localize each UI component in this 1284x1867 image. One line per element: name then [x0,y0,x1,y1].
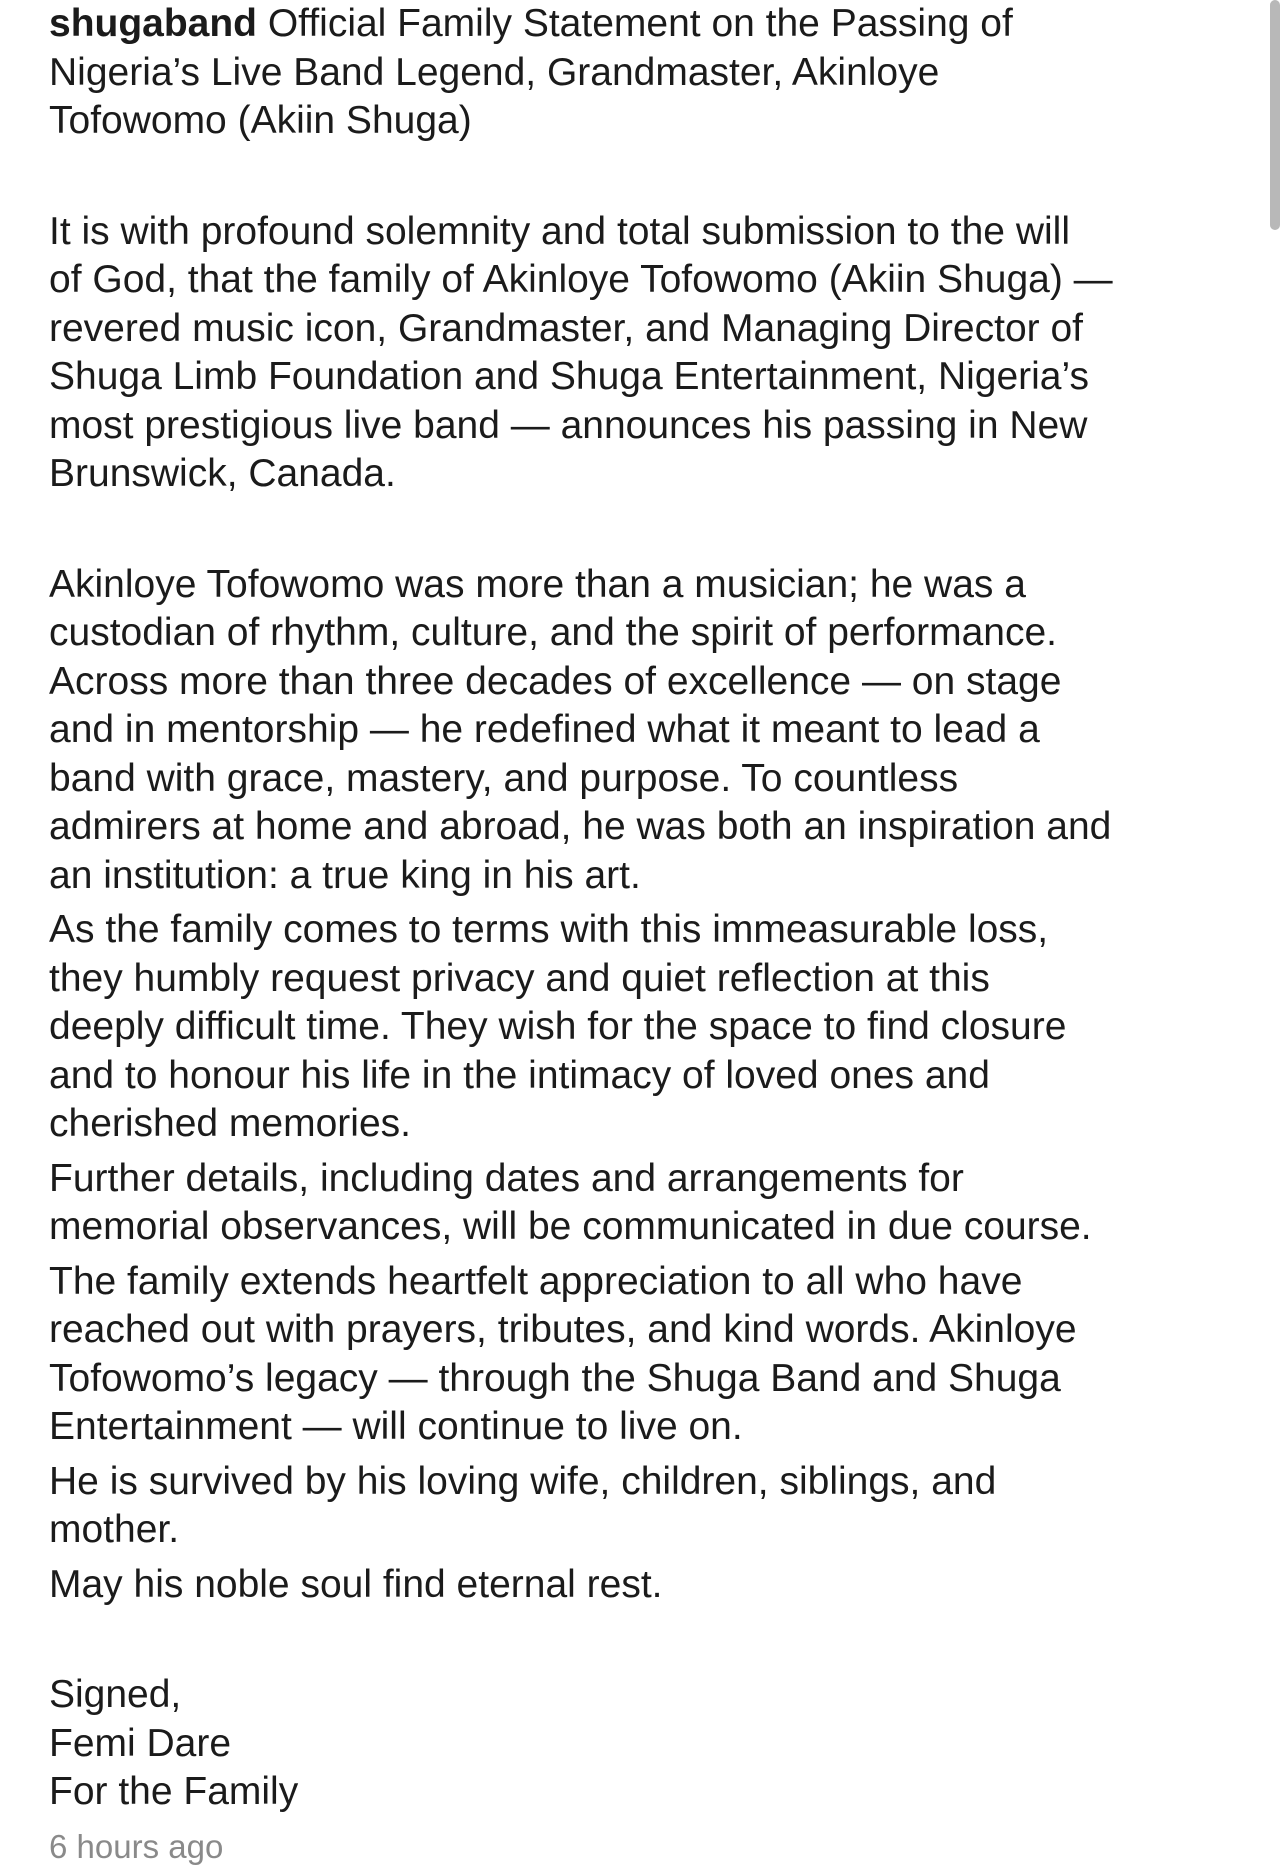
paragraph4-line: memorial observances, will be communicated in due course. [49,1205,1092,1248]
paragraph1-line: Brunswick, Canada. [49,452,396,495]
caption-title-line-3: Tofowomo (Akiin Shuga) [49,99,472,142]
paragraph1-line: most prestigious live band — announces his passing in New [49,403,1088,447]
paragraph3-line: deeply difficult time. They wish for the space to find closure [49,1005,1067,1048]
signature-line: For the Family [49,1770,299,1813]
caption-title-line-2: Nigeria’s Live Band Legend, Grandmaster, Akinloye [49,50,940,94]
paragraph2-line: custodian of rhythm, culture, and the spirit of performance. [49,611,1058,654]
paragraph5-line: Entertainment — will continue to live on. [49,1405,743,1448]
post-caption [49,0,1249,1817]
paragraph2-line: band with grace, mastery, and purpose. To countless [49,756,959,800]
username-link[interactable]: shugaband [49,2,258,45]
signature-line: Signed, [49,1673,182,1716]
paragraph1-line: of God, that the family of Akinloye Tofowomo (Akiin Shuga) — [49,258,1113,301]
paragraph3-line: and to honour his life in the intimacy of loved ones and [49,1053,990,1097]
post-timestamp[interactable]: 6 hours ago [49,1828,224,1865]
paragraph7-line: May his noble soul find eternal rest. [49,1562,663,1606]
scrollbar[interactable] [1266,0,1280,1867]
scrollbar-thumb[interactable] [1270,0,1280,230]
caption-title-line-1 [49,0,1249,49]
paragraph3-line: cherished memories. [49,1102,411,1145]
paragraph6-line: mother. [49,1508,180,1551]
paragraph2-line: an institution: a true king in his art. [49,853,641,897]
paragraph1-line: It is with profound solemnity and total submission to the will [49,209,1070,253]
paragraph5-line: The family extends heartfelt appreciation to all who have [49,1259,1023,1303]
paragraph2-line: and in mentorship — he redefined what it meant to lead a [49,708,1040,751]
paragraph4-line: Further details, including dates and arrangements for [49,1156,964,1200]
paragraph5-line: Tofowomo’s legacy — through the Shuga Band and Shuga [49,1356,1061,1400]
paragraph1-line: revered music icon, Grandmaster, and Managing Director of [49,306,1083,350]
paragraph3-line: they humbly request privacy and quiet reflection at this [49,956,990,1000]
caption-title-text: Official Family Statement on the Passing of [257,2,1013,45]
paragraph3-line: As the family comes to terms with this immeasurable loss, [49,908,1049,951]
paragraph6-line: He is survived by his loving wife, children, siblings, and [49,1459,997,1503]
paragraph1-line: Shuga Limb Foundation and Shuga Entertainment, Nigeria’s [49,355,1089,398]
paragraph2-line: Akinloye Tofowomo was more than a musician; he was a [49,562,1026,606]
signature-line: Femi Dare [49,1721,232,1765]
paragraph5-line: reached out with prayers, tributes, and kind words. Akinloye [49,1308,1077,1351]
paragraph2-line: admirers at home and abroad, he was both an inspiration and [49,805,1112,848]
paragraph2-line: Across more than three decades of excellence — on stage [49,659,1062,703]
